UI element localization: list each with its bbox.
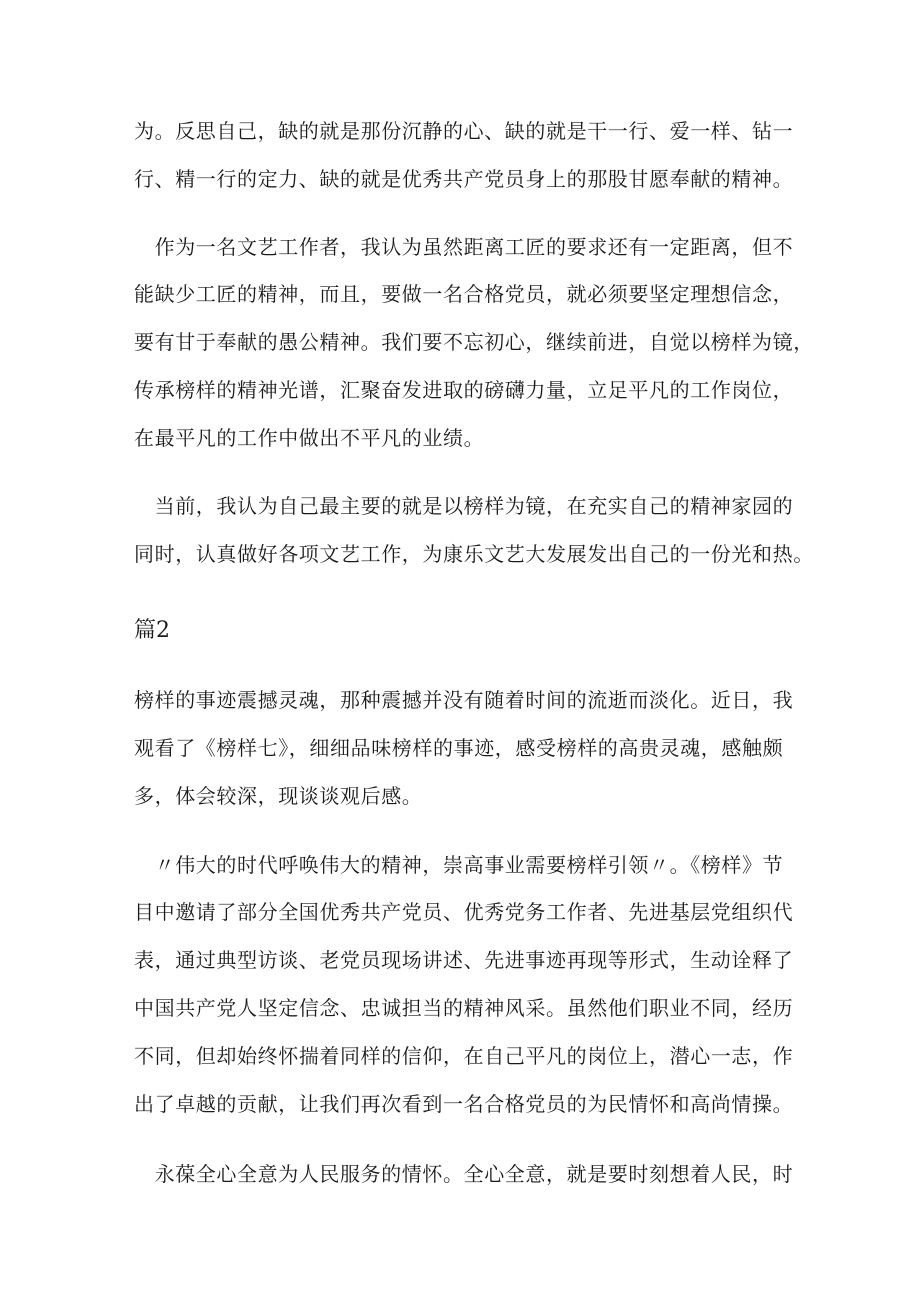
paragraph-2-line-1: 作为一名文艺工作者，我认为虽然距离工匠的要求还有一定距离，但不 (134, 235, 794, 259)
section-heading: 篇2 (134, 618, 170, 643)
paragraph-2-line-2: 能缺少工匠的精神，而且，要做一名合格党员，就必须要坚定理想信念， (134, 282, 794, 306)
paragraph-5-line-1: 〃伟大的时代呼唤伟大的精神，崇高事业需要榜样引领〃。《榜样》节 (134, 853, 784, 877)
paragraph-5-line-2: 目中邀请了部分全国优秀共产党员、优秀党务工作者、先进基层党组织代 (134, 900, 794, 924)
paragraph-1-line-1: 为。反思自己，缺的就是那份沉静的心、缺的就是干一行、爱一样、钻一 (134, 119, 794, 143)
paragraph-2-line-4: 传承榜样的精神光谱，汇聚奋发进取的磅礴力量，立足平凡的工作岗位， (134, 378, 794, 402)
paragraph-2-line-5: 在最平凡的工作中做出不平凡的业绩。 (134, 426, 485, 450)
paragraph-4-line-3: 多，体会较深，现谈谈观后感。 (134, 784, 423, 808)
paragraph-3-line-1: 当前，我认为自己最主要的就是以榜样为镜，在充实自己的精神家园的 (134, 494, 794, 518)
paragraph-5-line-5: 不同，但却始终怀揣着同样的信仰，在自己平凡的岗位上，潜心一志，作 (134, 1044, 794, 1068)
paragraph-4-line-2: 观看了《榜样七》，细细品味榜样的事迹，感受榜样的高贵灵魂，感触颇 (134, 736, 784, 760)
paragraph-3-line-2: 同时，认真做好各项文艺工作，为康乐文艺大发展发出自己的一份光和热。 (134, 542, 814, 566)
paragraph-4-line-1: 榜样的事迹震撼灵魂，那种震撼并没有随着时间的流逝而淡化。近日，我 (134, 688, 794, 712)
paragraph-5-line-6: 出了卓越的贡献，让我们再次看到一名合格党员的为民情怀和高尚情操。 (134, 1092, 794, 1116)
paragraph-1-line-2: 行、精一行的定力、缺的就是优秀共产党员身上的那股甘愿奉献的精神。 (134, 167, 794, 191)
paragraph-5-line-3: 表，通过典型访谈、老党员现场讲述、先进事迹再现等形式，生动诠释了 (134, 948, 794, 972)
paragraph-6-line-1: 永葆全心全意为人民服务的情怀。全心全意，就是要时刻想着人民，时 (134, 1162, 794, 1186)
paragraph-5-line-4: 中国共产党人坚定信念、忠诚担当的精神风采。虽然他们职业不同，经历 (134, 996, 794, 1020)
paragraph-2-line-3: 要有甘于奉献的愚公精神。我们要不忘初心，继续前进，自觉以榜样为镜， (134, 330, 814, 354)
